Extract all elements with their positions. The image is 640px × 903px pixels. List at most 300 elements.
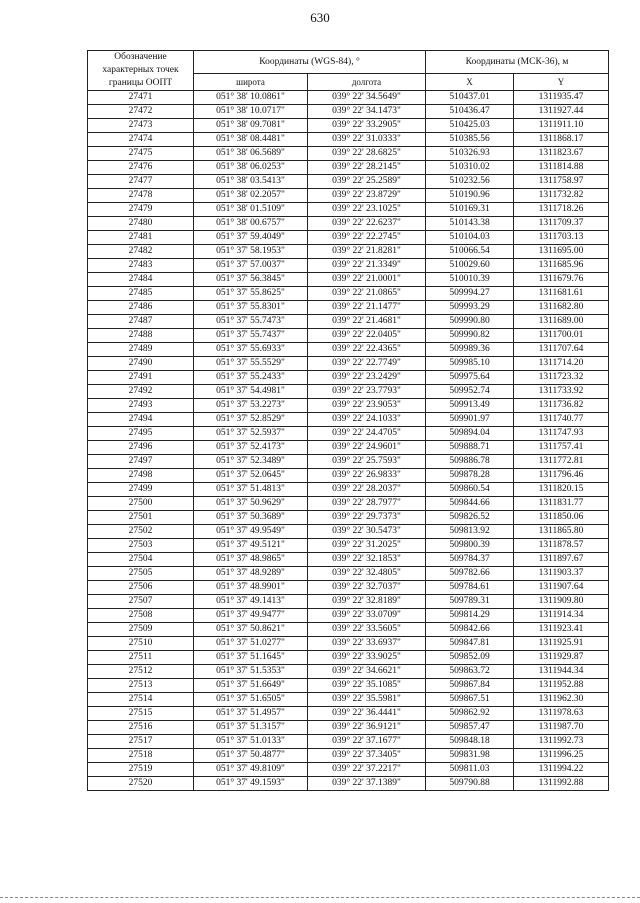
longitude-cell: 039° 22' 22.6237"	[308, 217, 426, 231]
point-id-cell: 27508	[88, 609, 194, 623]
latitude-cell: 051° 37' 50.9629"	[194, 497, 308, 511]
longitude-cell: 039° 22' 25.7593"	[308, 455, 426, 469]
point-id-cell: 27491	[88, 371, 194, 385]
y-cell: 1311994.22	[514, 763, 609, 777]
y-cell: 1311695.00	[514, 245, 609, 259]
longitude-cell: 039° 22' 28.7977"	[308, 497, 426, 511]
point-id-cell: 27478	[88, 189, 194, 203]
point-id-cell: 27480	[88, 217, 194, 231]
table-row	[88, 693, 609, 707]
longitude-cell: 039° 22' 33.6937"	[308, 637, 426, 651]
latitude-cell: 051° 37' 49.9477"	[194, 609, 308, 623]
x-cell: 509989.36	[426, 343, 514, 357]
longitude-cell: 039° 22' 30.5473"	[308, 525, 426, 539]
x-cell: 510310.02	[426, 161, 514, 175]
longitude-cell: 039° 22' 21.4681"	[308, 315, 426, 329]
latitude-cell: 051° 38' 09.7081"	[194, 119, 308, 133]
table-row	[88, 483, 609, 497]
longitude-cell: 039° 22' 22.0405"	[308, 329, 426, 343]
longitude-cell: 039° 22' 37.1677"	[308, 735, 426, 749]
latitude-cell: 051° 37' 51.0133"	[194, 735, 308, 749]
point-id-cell: 27512	[88, 665, 194, 679]
point-id-cell: 27516	[88, 721, 194, 735]
point-id-cell: 27486	[88, 301, 194, 315]
table-row	[88, 245, 609, 259]
y-cell: 1311868.17	[514, 133, 609, 147]
point-id-cell: 27500	[88, 497, 194, 511]
latitude-cell: 051° 37' 55.5529"	[194, 357, 308, 371]
latitude-cell: 051° 37' 49.5121"	[194, 539, 308, 553]
longitude-cell: 039° 22' 32.1853"	[308, 553, 426, 567]
point-id-cell: 27495	[88, 427, 194, 441]
header-longitude: долгота	[308, 74, 426, 91]
y-cell: 1311685.96	[514, 259, 609, 273]
point-id-cell: 27520	[88, 777, 194, 791]
table-row	[88, 735, 609, 749]
latitude-cell: 051° 37' 51.6649"	[194, 679, 308, 693]
latitude-cell: 051° 37' 49.9549"	[194, 525, 308, 539]
longitude-cell: 039° 22' 24.9601"	[308, 441, 426, 455]
longitude-cell: 039° 22' 25.2589"	[308, 175, 426, 189]
y-cell: 1311903.37	[514, 567, 609, 581]
longitude-cell: 039° 22' 28.6825"	[308, 147, 426, 161]
latitude-cell: 051° 37' 48.9289"	[194, 567, 308, 581]
table-row	[88, 105, 609, 119]
latitude-cell: 051° 37' 51.6505"	[194, 693, 308, 707]
x-cell: 509860.54	[426, 483, 514, 497]
table-row	[88, 609, 609, 623]
latitude-cell: 051° 37' 59.4049"	[194, 231, 308, 245]
latitude-cell: 051° 37' 50.4877"	[194, 749, 308, 763]
longitude-cell: 039° 22' 33.0709"	[308, 609, 426, 623]
latitude-cell: 051° 38' 10.0861"	[194, 91, 308, 105]
longitude-cell: 039° 22' 33.9025"	[308, 651, 426, 665]
point-id-cell: 27475	[88, 147, 194, 161]
x-cell: 510066.54	[426, 245, 514, 259]
latitude-cell: 051° 38' 06.5689"	[194, 147, 308, 161]
point-id-cell: 27471	[88, 91, 194, 105]
coordinates-table	[87, 50, 609, 791]
x-cell: 510010.39	[426, 273, 514, 287]
point-id-cell: 27493	[88, 399, 194, 413]
point-id-cell: 27472	[88, 105, 194, 119]
point-id-cell: 27517	[88, 735, 194, 749]
table-row	[88, 329, 609, 343]
x-cell: 509844.66	[426, 497, 514, 511]
table-row	[88, 595, 609, 609]
table-row	[88, 161, 609, 175]
table-row	[88, 301, 609, 315]
y-cell: 1311732.82	[514, 189, 609, 203]
x-cell: 510437.01	[426, 91, 514, 105]
point-id-cell: 27499	[88, 483, 194, 497]
y-cell: 1311758.97	[514, 175, 609, 189]
latitude-cell: 051° 37' 48.9901"	[194, 581, 308, 595]
longitude-cell: 039° 22' 37.1389"	[308, 777, 426, 791]
x-cell: 509975.64	[426, 371, 514, 385]
point-id-cell: 27483	[88, 259, 194, 273]
y-cell: 1311996.25	[514, 749, 609, 763]
x-cell: 509826.52	[426, 511, 514, 525]
longitude-cell: 039° 22' 28.2037"	[308, 483, 426, 497]
x-cell: 510385.56	[426, 133, 514, 147]
y-cell: 1311736.82	[514, 399, 609, 413]
x-cell: 510169.31	[426, 203, 514, 217]
point-id-cell: 27489	[88, 343, 194, 357]
latitude-cell: 051° 37' 55.7473"	[194, 315, 308, 329]
y-cell: 1311962.30	[514, 693, 609, 707]
point-id-cell: 27496	[88, 441, 194, 455]
latitude-cell: 051° 37' 52.3489"	[194, 455, 308, 469]
table-row	[88, 581, 609, 595]
longitude-cell: 039° 22' 33.2905"	[308, 119, 426, 133]
latitude-cell: 051° 37' 50.8621"	[194, 623, 308, 637]
longitude-cell: 039° 22' 37.3405"	[308, 749, 426, 763]
table-row	[88, 497, 609, 511]
x-cell: 509847.81	[426, 637, 514, 651]
x-cell: 509894.04	[426, 427, 514, 441]
table-row	[88, 91, 609, 105]
table-row	[88, 133, 609, 147]
x-cell: 509814.29	[426, 609, 514, 623]
table-row	[88, 189, 609, 203]
table-row	[88, 777, 609, 791]
table-row	[88, 119, 609, 133]
x-cell: 509782.66	[426, 567, 514, 581]
latitude-cell: 051° 37' 55.7437"	[194, 329, 308, 343]
header-y: Y	[514, 74, 609, 91]
y-cell: 1311909.80	[514, 595, 609, 609]
y-cell: 1311700.01	[514, 329, 609, 343]
latitude-cell: 051° 38' 10.0717"	[194, 105, 308, 119]
x-cell: 510029.60	[426, 259, 514, 273]
x-cell: 509852.09	[426, 651, 514, 665]
latitude-cell: 051° 37' 49.1593"	[194, 777, 308, 791]
point-id-cell: 27514	[88, 693, 194, 707]
latitude-cell: 051° 37' 50.3689"	[194, 511, 308, 525]
point-id-cell: 27488	[88, 329, 194, 343]
header-latitude: широта	[194, 74, 308, 91]
y-cell: 1311723.32	[514, 371, 609, 385]
latitude-cell: 051° 37' 52.0645"	[194, 469, 308, 483]
y-cell: 1311831.77	[514, 497, 609, 511]
x-cell: 509813.92	[426, 525, 514, 539]
table-row	[88, 651, 609, 665]
table-row	[88, 665, 609, 679]
page-bottom-rule	[0, 897, 640, 899]
x-cell: 510104.03	[426, 231, 514, 245]
y-cell: 1311823.67	[514, 147, 609, 161]
table-header-row	[88, 51, 609, 74]
latitude-cell: 051° 37' 48.9865"	[194, 553, 308, 567]
table-row	[88, 763, 609, 777]
latitude-cell: 051° 37' 51.5353"	[194, 665, 308, 679]
y-cell: 1311814.88	[514, 161, 609, 175]
page-number: 630	[310, 10, 330, 25]
point-id-cell: 27502	[88, 525, 194, 539]
x-cell: 509913.49	[426, 399, 514, 413]
x-cell: 509800.39	[426, 539, 514, 553]
y-cell: 1311689.00	[514, 315, 609, 329]
point-id-cell: 27473	[88, 119, 194, 133]
x-cell: 510425.03	[426, 119, 514, 133]
table-row	[88, 721, 609, 735]
longitude-cell: 039° 22' 21.0001"	[308, 273, 426, 287]
y-cell: 1311757.41	[514, 441, 609, 455]
point-id-cell: 27519	[88, 763, 194, 777]
latitude-cell: 051° 37' 54.4981"	[194, 385, 308, 399]
table-row	[88, 427, 609, 441]
y-cell: 1311679.76	[514, 273, 609, 287]
longitude-cell: 039° 22' 22.4365"	[308, 343, 426, 357]
point-id-cell: 27492	[88, 385, 194, 399]
y-cell: 1311740.77	[514, 413, 609, 427]
table-row	[88, 287, 609, 301]
longitude-cell: 039° 22' 34.5649"	[308, 91, 426, 105]
latitude-cell: 051° 37' 52.8529"	[194, 413, 308, 427]
point-id-cell: 27503	[88, 539, 194, 553]
latitude-cell: 051° 37' 49.8109"	[194, 763, 308, 777]
x-cell: 509790.88	[426, 777, 514, 791]
table-row	[88, 469, 609, 483]
longitude-cell: 039° 22' 21.3349"	[308, 259, 426, 273]
x-cell: 509994.27	[426, 287, 514, 301]
table-row	[88, 273, 609, 287]
point-id-cell: 27481	[88, 231, 194, 245]
longitude-cell: 039° 22' 33.5605"	[308, 623, 426, 637]
point-id-cell: 27501	[88, 511, 194, 525]
point-id-cell: 27518	[88, 749, 194, 763]
latitude-cell: 051° 38' 00.6757"	[194, 217, 308, 231]
latitude-cell: 051° 38' 06.0253"	[194, 161, 308, 175]
y-cell: 1311707.64	[514, 343, 609, 357]
x-cell: 509811.03	[426, 763, 514, 777]
longitude-cell: 039° 22' 37.2217"	[308, 763, 426, 777]
table-row	[88, 707, 609, 721]
latitude-cell: 051° 37' 51.3157"	[194, 721, 308, 735]
x-cell: 510326.93	[426, 147, 514, 161]
longitude-cell: 039° 22' 22.7749"	[308, 357, 426, 371]
longitude-cell: 039° 22' 21.1477"	[308, 301, 426, 315]
x-cell: 510232.56	[426, 175, 514, 189]
table-row	[88, 231, 609, 245]
x-cell: 509952.74	[426, 385, 514, 399]
header-point-id: Обозначение характерных точек границы ООПТ	[88, 51, 194, 91]
table-row	[88, 455, 609, 469]
x-cell: 509878.28	[426, 469, 514, 483]
latitude-cell: 051° 37' 55.8301"	[194, 301, 308, 315]
table-row	[88, 749, 609, 763]
table-row	[88, 385, 609, 399]
latitude-cell: 051° 37' 51.4957"	[194, 707, 308, 721]
latitude-cell: 051° 37' 56.3845"	[194, 273, 308, 287]
y-cell: 1311772.81	[514, 455, 609, 469]
longitude-cell: 039° 22' 32.8189"	[308, 595, 426, 609]
y-cell: 1311923.41	[514, 623, 609, 637]
y-cell: 1311914.34	[514, 609, 609, 623]
latitude-cell: 051° 37' 52.4173"	[194, 441, 308, 455]
point-id-cell: 27505	[88, 567, 194, 581]
table-row	[88, 147, 609, 161]
point-id-cell: 27482	[88, 245, 194, 259]
point-id-cell: 27494	[88, 413, 194, 427]
y-cell: 1311714.20	[514, 357, 609, 371]
y-cell: 1311681.61	[514, 287, 609, 301]
longitude-cell: 039° 22' 32.4805"	[308, 567, 426, 581]
longitude-cell: 039° 22' 31.0333"	[308, 133, 426, 147]
table-row	[88, 525, 609, 539]
point-id-cell: 27515	[88, 707, 194, 721]
point-id-cell: 27487	[88, 315, 194, 329]
x-cell: 509867.84	[426, 679, 514, 693]
x-cell: 509888.71	[426, 441, 514, 455]
table-row	[88, 203, 609, 217]
point-id-cell: 27506	[88, 581, 194, 595]
y-cell: 1311733.92	[514, 385, 609, 399]
longitude-cell: 039° 22' 23.7793"	[308, 385, 426, 399]
x-cell: 509789.31	[426, 595, 514, 609]
y-cell: 1311718.26	[514, 203, 609, 217]
longitude-cell: 039° 22' 32.7037"	[308, 581, 426, 595]
table-row	[88, 441, 609, 455]
y-cell: 1311747.93	[514, 427, 609, 441]
y-cell: 1311927.44	[514, 105, 609, 119]
x-cell: 509990.82	[426, 329, 514, 343]
header-x: X	[426, 74, 514, 91]
latitude-cell: 051° 37' 49.1413"	[194, 595, 308, 609]
point-id-cell: 27513	[88, 679, 194, 693]
y-cell: 1311878.57	[514, 539, 609, 553]
x-cell: 509863.72	[426, 665, 514, 679]
table-row	[88, 259, 609, 273]
table-row	[88, 637, 609, 651]
longitude-cell: 039° 22' 23.8729"	[308, 189, 426, 203]
table-row	[88, 567, 609, 581]
x-cell: 510190.96	[426, 189, 514, 203]
y-cell: 1311952.88	[514, 679, 609, 693]
latitude-cell: 051° 37' 53.2273"	[194, 399, 308, 413]
longitude-cell: 039° 22' 35.1085"	[308, 679, 426, 693]
table-row	[88, 679, 609, 693]
y-cell: 1311703.13	[514, 231, 609, 245]
latitude-cell: 051° 38' 08.4481"	[194, 133, 308, 147]
y-cell: 1311796.46	[514, 469, 609, 483]
table-body	[88, 91, 609, 791]
y-cell: 1311897.67	[514, 553, 609, 567]
x-cell: 509784.37	[426, 553, 514, 567]
y-cell: 1311925.91	[514, 637, 609, 651]
y-cell: 1311944.34	[514, 665, 609, 679]
y-cell: 1311850.06	[514, 511, 609, 525]
latitude-cell: 051° 37' 55.6933"	[194, 343, 308, 357]
y-cell: 1311682.80	[514, 301, 609, 315]
point-id-cell: 27485	[88, 287, 194, 301]
header-wgs84-group: Координаты (WGS-84), °	[194, 51, 426, 74]
x-cell: 510436.47	[426, 105, 514, 119]
y-cell: 1311911.10	[514, 119, 609, 133]
y-cell: 1311992.88	[514, 777, 609, 791]
longitude-cell: 039° 22' 28.2145"	[308, 161, 426, 175]
point-id-cell: 27497	[88, 455, 194, 469]
table-row	[88, 343, 609, 357]
point-id-cell: 27498	[88, 469, 194, 483]
latitude-cell: 051° 38' 02.2057"	[194, 189, 308, 203]
longitude-cell: 039° 22' 23.2429"	[308, 371, 426, 385]
y-cell: 1311987.70	[514, 721, 609, 735]
longitude-cell: 039° 22' 26.9833"	[308, 469, 426, 483]
point-id-cell: 27507	[88, 595, 194, 609]
x-cell: 509842.66	[426, 623, 514, 637]
longitude-cell: 039° 22' 31.2025"	[308, 539, 426, 553]
x-cell: 509784.61	[426, 581, 514, 595]
header-msk36-group: Координаты (МСК-36), м	[426, 51, 609, 74]
latitude-cell: 051° 37' 52.5937"	[194, 427, 308, 441]
point-id-cell: 27511	[88, 651, 194, 665]
table-row	[88, 315, 609, 329]
y-cell: 1311820.15	[514, 483, 609, 497]
y-cell: 1311865.80	[514, 525, 609, 539]
latitude-cell: 051° 37' 51.1645"	[194, 651, 308, 665]
point-id-cell: 27510	[88, 637, 194, 651]
x-cell: 509886.78	[426, 455, 514, 469]
x-cell: 509862.92	[426, 707, 514, 721]
latitude-cell: 051° 38' 03.5413"	[194, 175, 308, 189]
x-cell: 509867.51	[426, 693, 514, 707]
longitude-cell: 039° 22' 34.1473"	[308, 105, 426, 119]
y-cell: 1311978.63	[514, 707, 609, 721]
table-row	[88, 357, 609, 371]
latitude-cell: 051° 37' 51.4813"	[194, 483, 308, 497]
longitude-cell: 039° 22' 36.4441"	[308, 707, 426, 721]
x-cell: 510143.38	[426, 217, 514, 231]
table-row	[88, 511, 609, 525]
longitude-cell: 039° 22' 34.6621"	[308, 665, 426, 679]
point-id-cell: 27479	[88, 203, 194, 217]
x-cell: 509985.10	[426, 357, 514, 371]
point-id-cell: 27490	[88, 357, 194, 371]
y-cell: 1311935.47	[514, 91, 609, 105]
latitude-cell: 051° 37' 55.2433"	[194, 371, 308, 385]
x-cell: 509990.80	[426, 315, 514, 329]
x-cell: 509857.47	[426, 721, 514, 735]
latitude-cell: 051° 37' 58.1953"	[194, 245, 308, 259]
longitude-cell: 039° 22' 23.9053"	[308, 399, 426, 413]
point-id-cell: 27477	[88, 175, 194, 189]
latitude-cell: 051° 38' 01.5109"	[194, 203, 308, 217]
table-row	[88, 553, 609, 567]
latitude-cell: 051° 37' 51.0277"	[194, 637, 308, 651]
longitude-cell: 039° 22' 21.8281"	[308, 245, 426, 259]
table-row	[88, 175, 609, 189]
table-row	[88, 623, 609, 637]
latitude-cell: 051° 37' 55.8625"	[194, 287, 308, 301]
table-row	[88, 371, 609, 385]
table-row	[88, 539, 609, 553]
longitude-cell: 039° 22' 21.0865"	[308, 287, 426, 301]
y-cell: 1311709.37	[514, 217, 609, 231]
table-row	[88, 413, 609, 427]
latitude-cell: 051° 37' 57.0037"	[194, 259, 308, 273]
x-cell: 509831.98	[426, 749, 514, 763]
point-id-cell: 27504	[88, 553, 194, 567]
point-id-cell: 27476	[88, 161, 194, 175]
longitude-cell: 039° 22' 36.9121"	[308, 721, 426, 735]
x-cell: 509993.29	[426, 301, 514, 315]
point-id-cell: 27509	[88, 623, 194, 637]
longitude-cell: 039° 22' 23.1025"	[308, 203, 426, 217]
y-cell: 1311907.64	[514, 581, 609, 595]
table-row	[88, 217, 609, 231]
